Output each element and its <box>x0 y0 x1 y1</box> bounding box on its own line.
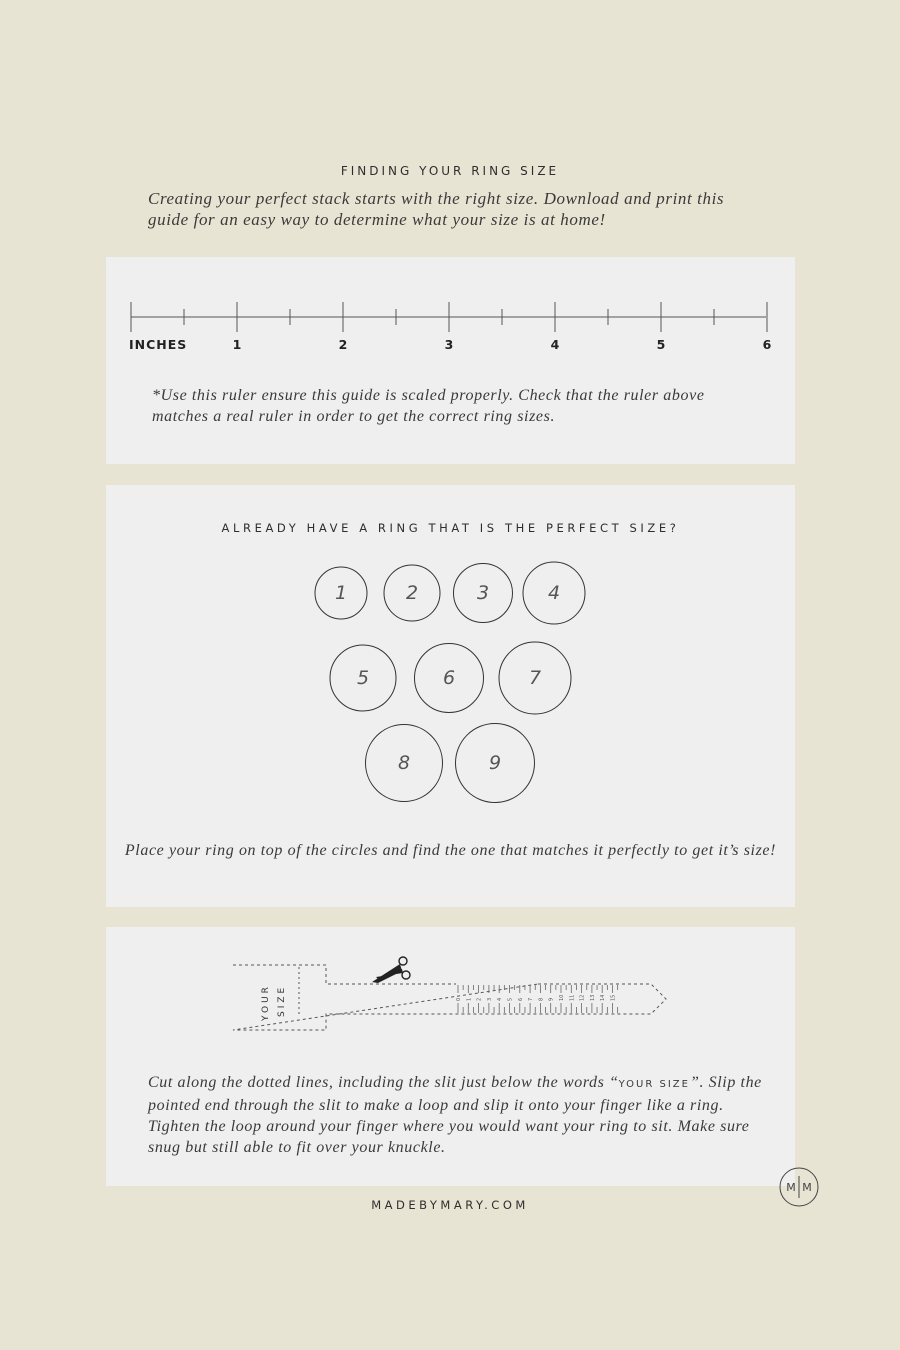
ruler-number: 1 <box>232 337 242 352</box>
ring-size-number: 5 <box>356 667 370 689</box>
scissors-icon <box>372 957 410 983</box>
sizer-scale-number: 7 <box>528 997 535 1001</box>
sizer-note-smallcaps: YOUR SIZE <box>618 1079 690 1090</box>
ruler-number: 3 <box>444 337 454 352</box>
inch-ruler <box>106 257 795 367</box>
sizer-scale-number: 1 <box>466 997 473 1001</box>
ruler-unit-label: INCHES <box>129 337 188 352</box>
circles-note: Place your ring on top of the circles and find the one that matches it perfectly to get it’s size! <box>124 842 777 859</box>
website-footer: MADEBYMARY.COM <box>371 1198 529 1212</box>
sizer-scale-number: 14 <box>600 994 607 1001</box>
ring-size-number: 1 <box>334 582 348 604</box>
sizer-scale-number: 8 <box>538 997 545 1001</box>
ring-size-number: 7 <box>528 667 542 689</box>
circles-heading: ALREADY HAVE A RING THAT IS THE PERFECT SIZE? <box>221 521 680 535</box>
sizer-label-size: SIZE <box>277 984 287 1017</box>
sizer-scale-number: 15 <box>610 994 617 1001</box>
circle-sizer-panel <box>106 485 795 907</box>
ring-size-number: 2 <box>405 582 419 604</box>
ring-size-number: 6 <box>442 667 456 689</box>
brand-logo <box>779 1167 819 1207</box>
sizer-scale-number: 6 <box>517 997 524 1001</box>
sizer-scale-number: 13 <box>589 994 596 1001</box>
page-title: FINDING YOUR RING SIZE <box>340 164 560 178</box>
ring-sizer-strip <box>106 927 795 1057</box>
ruler-number: 6 <box>762 337 772 352</box>
logo-letter-left: M <box>786 1181 796 1194</box>
sizer-note-part1: Cut along the dotted lines, including the slit just below the words “ <box>148 1074 619 1091</box>
strip-sizer-panel <box>106 927 795 1186</box>
sizer-scale-number: 12 <box>579 994 586 1001</box>
sizer-scale-number: 9 <box>548 997 555 1001</box>
sizer-scale-number: 10 <box>559 994 565 1001</box>
ring-size-number: 3 <box>476 582 490 604</box>
ruler-number: 4 <box>550 337 560 352</box>
sizer-scale-number: 3 <box>486 997 493 1001</box>
ring-size-number: 4 <box>547 582 561 604</box>
sizer-scale-number: 4 <box>497 997 504 1001</box>
intro-text: Creating your perfect stack starts with the right size. Download and print this guide for an easy way to determine what your size is at home! <box>148 189 725 229</box>
ring-size-number: 9 <box>488 752 502 774</box>
sizer-note <box>148 1072 778 1158</box>
logo-letter-right: M <box>802 1181 812 1194</box>
sizer-scale-number: 11 <box>569 994 576 1001</box>
sizer-scale-number: 0 <box>456 997 462 1001</box>
ruler-number: 5 <box>656 337 666 352</box>
sizer-label-your: YOUR <box>261 984 271 1021</box>
ruler-number: 2 <box>338 337 348 352</box>
sizer-note-part2: ”. Slip the pointed end through the slit to make a loop and slip it onto your finger like a ring. Tighten the loop around your finger where you would want your ring to sit. Make sure snug but still able to fit over your knuckle. <box>148 1074 762 1156</box>
sizer-scale-number: 2 <box>476 997 483 1001</box>
ruler-note: *Use this ruler ensure this guide is scaled properly. Check that the ruler above matches a real ruler in order to get the correct ring sizes. <box>152 387 705 425</box>
ring-size-number: 8 <box>397 752 411 774</box>
sizer-scale-number: 5 <box>507 997 514 1001</box>
ruler-panel <box>106 257 795 464</box>
ring-circles <box>106 485 795 825</box>
